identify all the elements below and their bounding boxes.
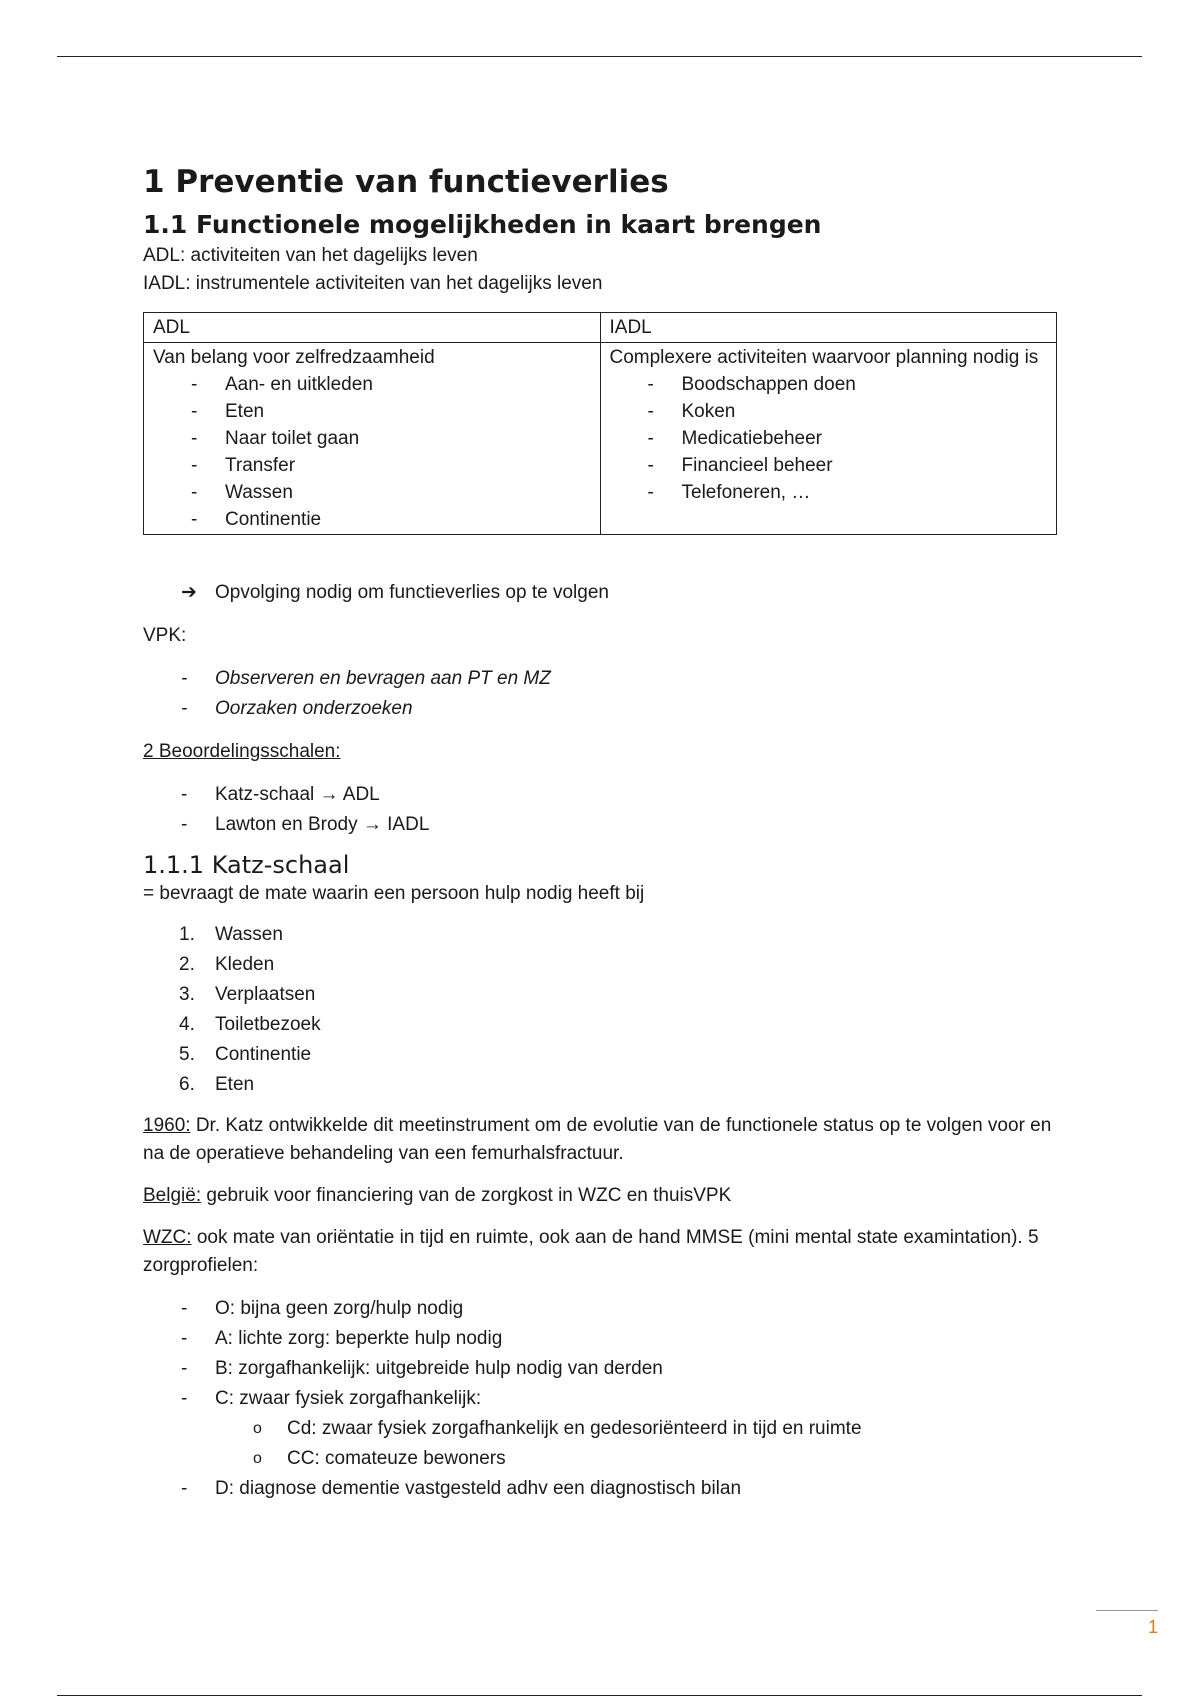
list-item: - B: zorgafhankelijk: uitgebreide hulp nodig van derden <box>143 1354 1063 1384</box>
table-header-adl: ADL <box>144 313 601 343</box>
scales-list <box>143 780 1063 840</box>
list-item: - Boodschappen doen <box>610 371 1048 398</box>
list-item: - Katz-schaal → ADL <box>143 780 1063 810</box>
adl-iadl-table <box>143 312 1057 535</box>
arrow-right-icon: ➔ <box>181 582 197 603</box>
arrow-note-text: Opvolging nodig om functieverlies op te volgen <box>215 582 609 603</box>
katz-description: = bevraagt de mate waarin een persoon hulp nodig heeft bij <box>143 883 645 904</box>
heading-2: 1.1 Functionele mogelijkheden in kaart brengen <box>143 210 822 239</box>
intro-iadl: IADL: instrumentele activiteiten van het dagelijks leven <box>143 273 603 294</box>
profiles-list <box>143 1294 1063 1414</box>
list-item: - Financieel beheer <box>610 452 1048 479</box>
list-item: - Continentie <box>153 506 591 533</box>
scales-title: 2 Beoordelingsschalen: <box>143 741 341 762</box>
list-item: - Medicatiebeheer <box>610 425 1048 452</box>
list-item: - Lawton en Brody → IADL <box>143 810 1063 840</box>
list-item: - Oorzaken onderzoeken <box>143 694 1063 724</box>
label-wzc: WZC: <box>143 1227 192 1248</box>
list-item: - Aan- en uitkleden <box>153 371 591 398</box>
iadl-list <box>610 371 1048 506</box>
adl-cell <box>144 343 601 535</box>
paragraph-belgie: België: gebruik voor financiering van de zorgkost in WZC en thuisVPK <box>143 1185 732 1206</box>
heading-1: 1 Preventie van functieverlies <box>143 164 669 200</box>
heading-3: 1.1.1 Katz-schaal <box>143 851 350 879</box>
list-item: - Telefoneren, … <box>610 479 1048 506</box>
list-item: 3. Verplaatsen <box>179 984 316 1005</box>
iadl-description: Complexere activiteiten waarvoor planning nodig is <box>609 347 1039 368</box>
vpk-label: VPK: <box>143 625 187 646</box>
list-item: - Observeren en bevragen aan PT en MZ <box>143 664 1063 694</box>
header-rule <box>57 56 1142 57</box>
list-item: o Cd: zwaar fysiek zorgafhankelijk en gedesoriënteerd in tijd en ruimte <box>143 1414 1063 1444</box>
vpk-list <box>143 664 1063 724</box>
list-item: 1. Wassen <box>179 924 283 945</box>
list-item: - C: zwaar fysiek zorgafhankelijk: <box>143 1384 1063 1414</box>
adl-list <box>153 371 591 533</box>
list-item: - Koken <box>610 398 1048 425</box>
paragraph-1960: 1960: Dr. Katz ontwikkelde dit meetinstrument om de evolutie van de functionele status op te volgen voor en na de operatieve behandeling van een femurhalsfractuur. <box>143 1115 1052 1164</box>
document-body <box>143 162 1063 1504</box>
page-number: 1 <box>1096 1610 1158 1638</box>
list-item: - Naar toilet gaan <box>153 425 591 452</box>
list-item: 5. Continentie <box>179 1044 312 1065</box>
list-item: - D: diagnose dementie vastgesteld adhv een diagnostisch bilan <box>143 1474 1063 1504</box>
list-item: - A: lichte zorg: beperkte hulp nodig <box>143 1324 1063 1354</box>
katz-list <box>143 920 1063 1100</box>
list-item: - O: bijna geen zorg/hulp nodig <box>143 1294 1063 1324</box>
list-item: 4. Toiletbezoek <box>179 1014 321 1035</box>
profiles-list-end <box>143 1474 1063 1504</box>
list-item: - Transfer <box>153 452 591 479</box>
adl-description: Van belang voor zelfredzaamheid <box>153 347 435 368</box>
table-header-iadl: IADL <box>600 313 1057 343</box>
label-belgie: België: <box>143 1185 202 1206</box>
footer-rule <box>57 1695 1142 1696</box>
profiles-c-sublist <box>143 1414 1063 1474</box>
label-1960: 1960: <box>143 1115 191 1136</box>
list-item: 6. Eten <box>179 1074 255 1095</box>
paragraph-wzc: WZC: ook mate van oriëntatie in tijd en ruimte, ook aan de hand MMSE (mini mental state examintation). 5 zorgprofielen: <box>143 1227 1039 1276</box>
list-item: o CC: comateuze bewoners <box>143 1444 1063 1474</box>
table-body-row <box>144 343 1057 535</box>
list-item: - Eten <box>153 398 591 425</box>
iadl-cell <box>600 343 1057 535</box>
list-item: - Wassen <box>153 479 591 506</box>
table-header-row <box>144 313 1057 343</box>
list-item: 2. Kleden <box>179 954 275 975</box>
intro-adl: ADL: activiteiten van het dagelijks leven <box>143 245 478 266</box>
arrow-note <box>143 579 1063 607</box>
